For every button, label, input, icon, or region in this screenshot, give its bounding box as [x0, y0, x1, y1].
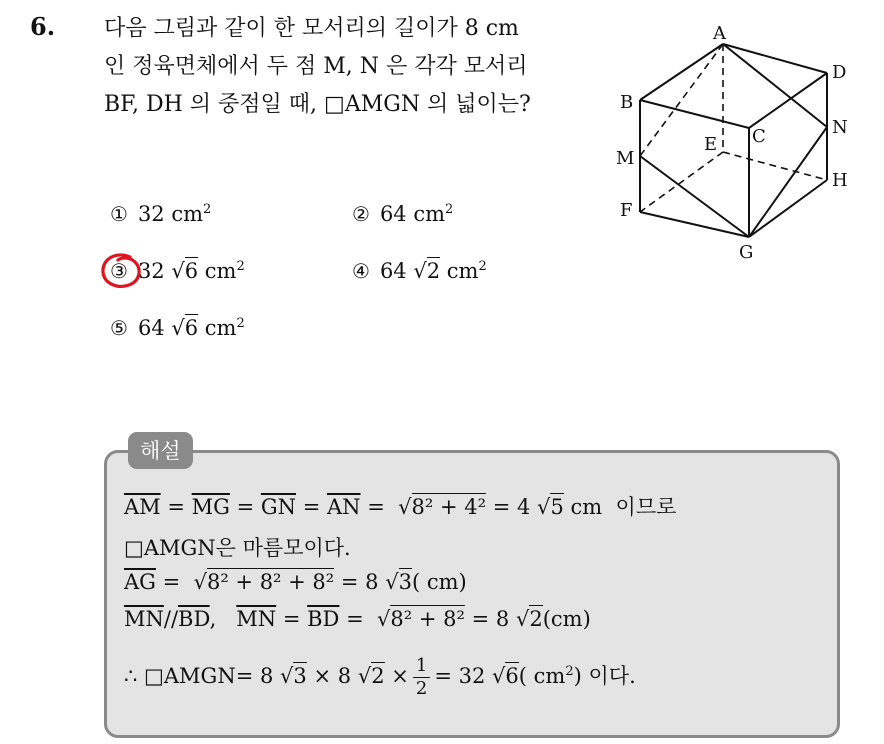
label-F: F: [620, 200, 633, 221]
question-line: 다음 그림과 같이 한 모서리의 길이가 8 cm: [104, 16, 519, 41]
option-number: ④: [352, 259, 370, 283]
label-G: G: [739, 242, 754, 263]
option-value: 64 $cm^2$: [379, 202, 454, 226]
solution-line-1: $\overline{AM} = \overline{MG} = \overline{GN} = \overline{AN} = √8^2 + 4^2 = 4$ √5 cm 이므로: [124, 495, 677, 519]
label-H: H: [832, 170, 848, 191]
edge-EF: [640, 152, 723, 212]
question-line: BF, DH 의 중점일 때, □AMGN 의 넓이는?: [104, 92, 531, 117]
edge-AB: [640, 44, 723, 100]
option-value: 32 $cm^2$: [137, 202, 212, 226]
solution-tab: 해설: [128, 432, 193, 469]
question-text: [104, 10, 594, 124]
option-value: 64 √2 $cm^2$: [379, 259, 487, 283]
label-M: M: [616, 148, 635, 169]
option-2[interactable]: [352, 202, 453, 226]
option-value: 64 √6 $cm^2$: [137, 316, 245, 340]
answer-circle-mark: [100, 251, 146, 291]
edge-EH: [723, 152, 827, 180]
option-number: ①: [110, 202, 128, 226]
edge-CD: [749, 73, 827, 128]
label-C: C: [752, 126, 766, 147]
option-4[interactable]: [352, 259, 487, 283]
label-B: B: [620, 92, 634, 113]
question-number: 6.: [30, 12, 56, 41]
edge-GH: [749, 180, 827, 237]
solution-line-2: □AMGN은 마름모이다.: [124, 536, 351, 560]
option-number: ②: [352, 202, 370, 226]
label-E: E: [704, 134, 718, 155]
option-1[interactable]: [110, 202, 211, 226]
solution-line-4: $\overline{MN}//\overline{BD}$, $\overline{MN} = \overline{BD} = √8^2 + 8^2 = 8$ √2(cm): [124, 607, 591, 631]
cube-figure: [612, 22, 862, 267]
label-A: A: [713, 23, 726, 44]
question-line: 인 정육면체에서 두 점 M, N 은 각각 모서리: [104, 54, 528, 79]
edge-BC: [640, 100, 749, 128]
option-number: ⑤: [110, 316, 128, 340]
option-number: ③: [110, 259, 128, 283]
segment-AN: [723, 44, 827, 127]
label-N: N: [832, 117, 848, 138]
fraction-one-half: $\frac{1}{2}$: [413, 655, 430, 700]
option-5[interactable]: [110, 316, 245, 340]
solution-line-3: $\overline{AG} = √8^2 + 8^2 + 8^2 = 8$ √3( cm): [124, 570, 467, 594]
label-D: D: [832, 62, 847, 83]
option-value: 32 √6 $cm^2$: [137, 259, 245, 283]
solution-line-5: ∴ □AMGN= 8 √3 × 8 √2 × $\frac{1}{2}$ = 32 √6( $cm^2$) 이다.: [124, 655, 636, 699]
edge-AD: [723, 44, 827, 73]
